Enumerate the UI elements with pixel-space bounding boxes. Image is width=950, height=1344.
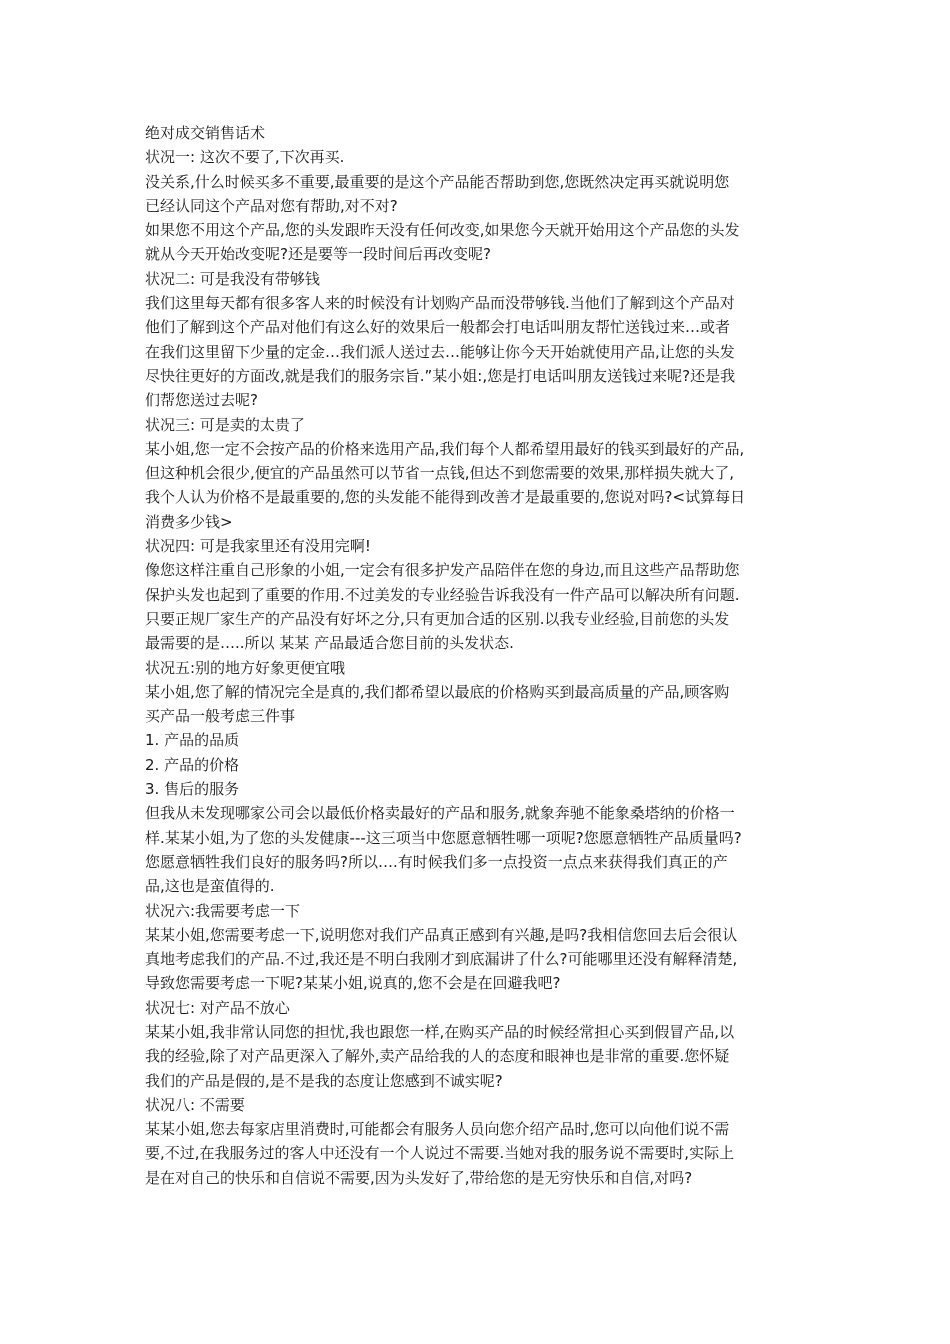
text-line: 状况一: 这次不要了,下次再买. <box>145 148 345 167</box>
text-line: 状况六:我需要考虑一下 <box>145 901 301 920</box>
document-body <box>145 121 810 1190</box>
text-line: 买产品一般考虑三件事 <box>145 707 296 726</box>
text-line: 真地考虑我们的产品.不过,我还是不明白我刚才到底漏讲了什么?可能哪里还没有解释清楚, <box>145 950 738 969</box>
text-line: 没关系,什么时候买多不重要,最重要的是这个产品能否帮助到您,您既然决定再买就说明您 <box>145 172 730 191</box>
text-line: 样.某某小姐,为了您的头发健康---这三项当中您愿意牺牲哪一项呢?您愿意牺牲产品质量吗? <box>145 828 742 847</box>
text-line: 已经认同这个产品对您有帮助,对不对? <box>145 196 398 215</box>
text-line: 品,这也是蛮值得的. <box>145 877 275 896</box>
document-title: 绝对成交销售话术 <box>145 124 266 142</box>
text-line: 某小姐,您一定不会按产品的价格来选用产品,我们每个人都希望用最好的钱买到最好的产品, <box>145 439 745 458</box>
text-line: 是在对自己的快乐和自信说不需要,因为头发好了,带给您的是无穷快乐和自信,对吗? <box>145 1168 693 1187</box>
text-line: 要,不过,在我服务过的客人中还没有一个人说过不需要.当她对我的服务说不需要时,实际上 <box>145 1144 735 1163</box>
text-line: 状况二: 可是我没有带够钱 <box>145 269 320 288</box>
text-line: 我们的产品是假的,是不是我的态度让您感到不诚实呢? <box>145 1071 503 1090</box>
text-line: 我们这里每天都有很多客人来的时候没有计划购产品而没带够钱.当他们了解到这个产品对 <box>145 294 735 313</box>
text-line: 如果您不用这个产品,您的头发跟昨天没有任何改变,如果您今天就开始用这个产品您的头发 <box>145 221 740 240</box>
text-line: 我个人认为价格不是最重要的,您的头发能不能得到改善才是最重要的,您说对吗?<试算每日 <box>145 488 746 507</box>
text-line: 2. 产品的价格 <box>145 755 240 774</box>
text-line: 导致您需要考虑一下呢?某某小姐,说真的,您不会是在回避我吧? <box>145 974 561 993</box>
text-line: 尽快往更好的方面改,就是我们的服务宗旨.”某小姐:,您是打电话叫朋友送钱过来呢?还是我 <box>145 366 736 385</box>
text-line: 像您这样注重自己形象的小姐,一定会有很多护发产品陪伴在您的身边,而且这些产品帮助您 <box>145 561 740 580</box>
text-line: 状况四: 可是我家里还有没用完啊! <box>145 537 371 556</box>
text-line: 但我从未发现哪家公司会以最低价格卖最好的产品和服务,就象奔驰不能象桑塔纳的价格一 <box>145 804 735 823</box>
text-line: 在我们这里留下少量的定金…我们派人送过去…能够让你今天开始就使用产品,让您的头发 <box>145 342 735 361</box>
text-line: 您愿意牺牲我们良好的服务吗?所以….有时候我们多一点投资一点点来获得我们真正的产 <box>145 852 728 871</box>
text-line: 最需要的是…..所以 某某 产品最适合您目前的头发状态. <box>145 634 514 653</box>
text-line: 们帮您送过去呢? <box>145 391 258 410</box>
text-line: 3. 售后的服务 <box>145 780 240 799</box>
text-line: 某某小姐,您去每家店里消费时,可能都会有服务人员向您介绍产品时,您可以向他们说不需 <box>145 1120 730 1139</box>
text-line: 保护头发也起到了重要的作用.不过美发的专业经验告诉我没有一件产品可以解决所有问题. <box>145 585 740 604</box>
text-line: 某小姐,您了解的情况完全是真的,我们都希望以最底的价格购买到最高质量的产品,顾客购 <box>145 682 730 701</box>
text-line: 状况七: 对产品不放心 <box>145 998 290 1017</box>
text-line: 就从今天开始改变呢?还是要等一段时间后再改变呢? <box>145 245 491 264</box>
text-line: 1. 产品的品质 <box>145 731 240 750</box>
text-line: 但这种机会很少,便宜的产品虽然可以节省一点钱,但达不到您需要的效果,那样损失就大了, <box>145 464 735 483</box>
text-line: 只要正规厂家生产的产品没有好坏之分,只有更加合适的区别.以我专业经验,目前您的头发 <box>145 609 730 628</box>
text-line: 状况八: 不需要 <box>145 1095 245 1114</box>
text-line: 某某小姐,我非常认同您的担忧,我也跟您一样,在购买产品的时候经常担心买到假冒产品,以 <box>145 1022 735 1041</box>
text-line: 我的经验,除了对产品更深入了解外,卖产品给我的人的态度和眼神也是非常的重要.您怀疑 <box>145 1047 730 1066</box>
text-line: 状况五:别的地方好象更便宜哦 <box>145 658 346 677</box>
text-line: 状况三: 可是卖的太贵了 <box>145 415 305 434</box>
text-line: 某某小姐,您需要考虑一下,说明您对我们产品真正感到有兴趣,是吗?我相信您回去后会很认 <box>145 925 738 944</box>
text-line: 消费多少钱> <box>145 512 233 531</box>
text-line: 他们了解到这个产品对他们有这么好的效果后一般都会打电话叫朋友帮忙送钱过来…或者 <box>145 318 731 337</box>
